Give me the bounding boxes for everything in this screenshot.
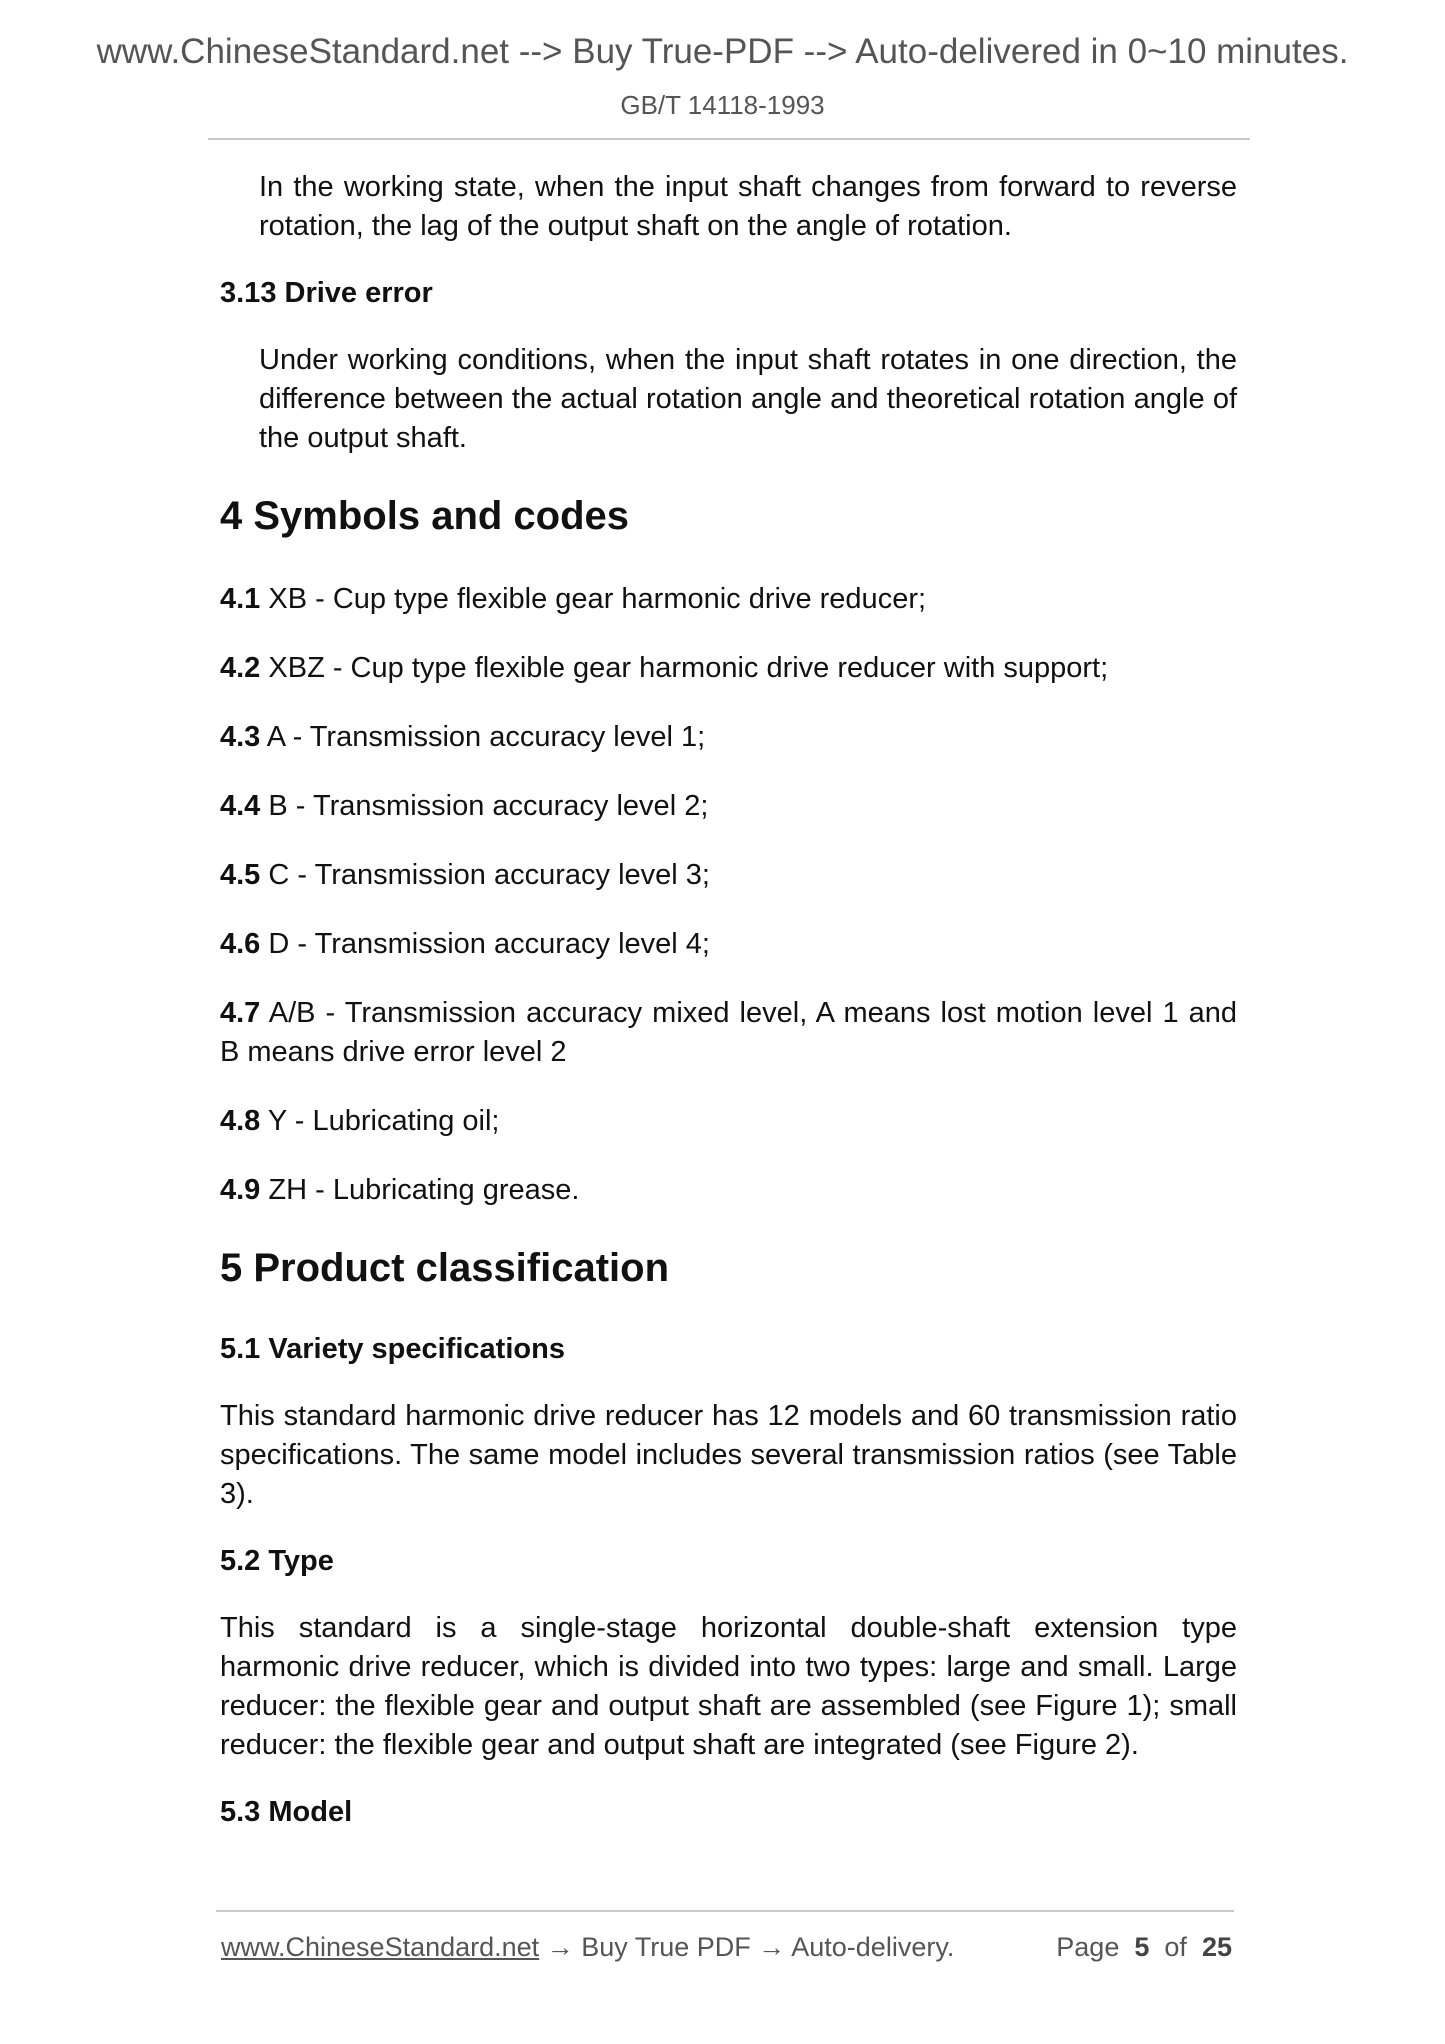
page-total: 25	[1201, 1932, 1232, 1962]
symbol-item: 4.8 Y - Lubricating oil;	[220, 1105, 500, 1137]
section-5-2-heading: 5.2 Type	[220, 1545, 334, 1577]
page-indicator: Page 5 of 25	[1056, 1932, 1232, 1962]
section-5-1-text: This standard harmonic drive reducer has 12 models and 60 transmission ratio specifications. The same model includes several transmission ratios (see Table 3).	[220, 1400, 1237, 1510]
section-5-heading: 5 Product classification	[220, 1246, 670, 1290]
section-5-2-text: This standard is a single-stage horizontal double-shaft extension type harmonic drive reducer, which is divided into two types: large and small. Large reducer: the flexible gear and output shaft are assembled (see Figure 1); small reducer: the flexible gear and output shaft are integrated (see Figure 2).	[220, 1612, 1237, 1761]
symbol-item: 4.1 XB - Cup type flexible gear harmonic drive reducer;	[220, 583, 927, 615]
footer-divider	[216, 1910, 1234, 1912]
symbol-item: 4.9 ZH - Lubricating grease.	[220, 1174, 580, 1206]
lost-motion-definition: In the working state, when the input shaft changes from forward to reverse rotation, the lag of the output shaft on the angle of rotation.	[259, 171, 1237, 242]
section-5-1-heading: 5.1 Variety specifications	[220, 1333, 565, 1365]
footer-tagline: → Buy True PDF → Auto-delivery.	[539, 1932, 955, 1962]
symbol-item: 4.2 XBZ - Cup type flexible gear harmonic drive reducer with support;	[220, 652, 1109, 684]
section-5-3-heading: 5.3 Model	[220, 1796, 353, 1828]
header-banner: www.ChineseStandard.net --> Buy True-PDF --> Auto-delivered in 0~10 minutes.	[96, 32, 1349, 71]
header-divider	[208, 138, 1250, 140]
page-number: 5	[1134, 1932, 1150, 1962]
footer-site-link[interactable]: www.ChineseStandard.net	[221, 1932, 540, 1962]
symbol-item: 4.3 A - Transmission accuracy level 1;	[220, 721, 706, 753]
symbol-item: 4.4 B - Transmission accuracy level 2;	[220, 790, 709, 822]
footer-text	[221, 1932, 954, 1963]
symbol-item: 4.7 A/B - Transmission accuracy mixed level, A means lost motion level 1 and B means drive error level 2	[220, 997, 1237, 1068]
page-content	[220, 168, 1237, 1832]
section-3-13-heading: 3.13 Drive error	[220, 277, 433, 309]
standard-code: GB/T 14118-1993	[620, 90, 825, 120]
section-3-13-text: Under working conditions, when the input shaft rotates in one direction, the difference between the actual rotation angle and theoretical rotation angle of the output shaft.	[259, 344, 1237, 454]
section-4-heading: 4 Symbols and codes	[220, 494, 630, 538]
symbol-item: 4.5 C - Transmission accuracy level 3;	[220, 859, 710, 891]
symbol-item: 4.6 D - Transmission accuracy level 4;	[220, 928, 710, 960]
